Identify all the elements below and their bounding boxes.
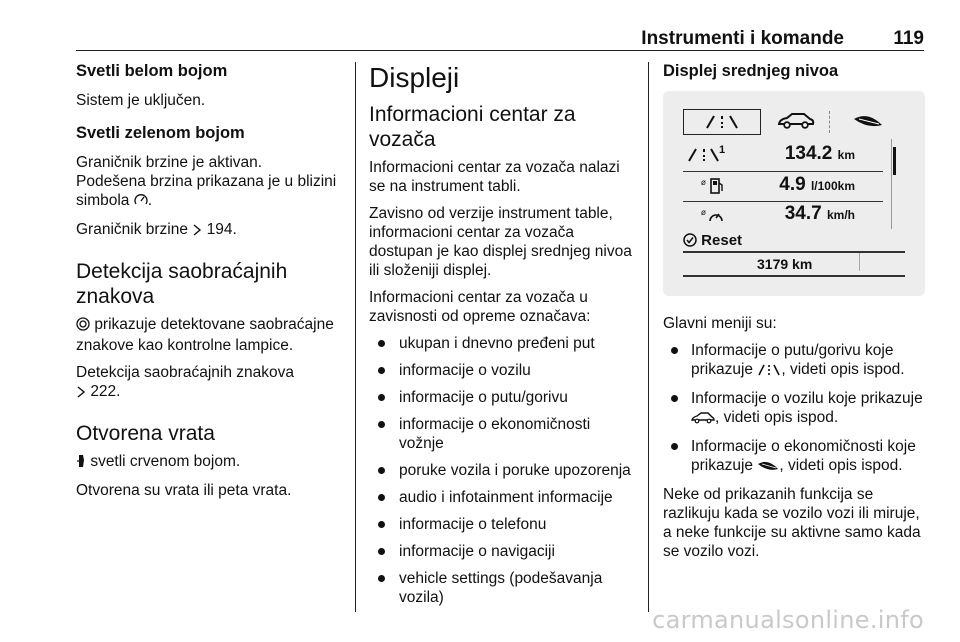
list-item: poruke vozila i poruke upozorenja bbox=[369, 461, 639, 480]
section-heading-white: Svetli belom bojom bbox=[76, 62, 228, 80]
bullet-list bbox=[369, 334, 639, 607]
fuel-consumption-unit: l/100km bbox=[810, 179, 855, 193]
separator-line bbox=[683, 251, 905, 253]
trip-row bbox=[683, 139, 883, 172]
svg-text:ø: ø bbox=[701, 178, 706, 187]
tab-vehicle bbox=[761, 109, 831, 133]
column-divider-1 bbox=[355, 62, 356, 612]
tab-trip-fuel bbox=[683, 109, 761, 135]
fuel-consumption-value: 4.9 bbox=[779, 174, 806, 195]
paragraph: svetli crvenom bojom. bbox=[76, 452, 346, 473]
trip-index: 1 bbox=[719, 144, 726, 156]
list-item: informacije o ekonomičnosti vožnje bbox=[369, 415, 639, 453]
eco-leaf-icon bbox=[757, 458, 779, 477]
paragraph: Informacioni centar za vozača u zavisnosti od opreme označava: bbox=[369, 289, 591, 325]
list-item: Informacije o vozilu koje prikazuje , videti opis ispod. bbox=[663, 389, 928, 429]
subsection-heading: Informacioni centar za vozača bbox=[369, 103, 576, 151]
section-heading-door-open: Otvorena vrata bbox=[76, 422, 215, 445]
paragraph: Graničnik brzine je aktivan. Podešena brzina prikazana je u blizini simbola . bbox=[76, 153, 346, 212]
fuel-pump-icon bbox=[701, 177, 725, 195]
list-item: informacije o putu/gorivu bbox=[369, 388, 639, 407]
speed-row bbox=[683, 201, 883, 229]
avg-speed-icon bbox=[701, 207, 725, 225]
door-open-icon bbox=[76, 454, 86, 473]
header-title: Instrumenti i komande bbox=[641, 28, 844, 49]
scroll-track bbox=[891, 139, 892, 229]
page-ref-arrow-icon bbox=[76, 384, 86, 403]
trip-fuel-icon bbox=[704, 114, 740, 130]
paragraph: Sistem je uključen. bbox=[76, 92, 206, 109]
page-number: 119 bbox=[893, 28, 924, 49]
trip-distance-unit: km bbox=[837, 148, 855, 162]
list-item: informacije o telefonu bbox=[369, 515, 639, 534]
column-3 bbox=[663, 62, 928, 569]
cross-reference[interactable]: Detekcija saobraćajnih znakova 222. bbox=[76, 363, 346, 403]
section-heading-green: Svetli zelenom bojom bbox=[76, 124, 245, 142]
bullet-list bbox=[663, 341, 928, 477]
paragraph: Otvorena su vrata ili peta vrata. bbox=[76, 482, 292, 499]
list-item: informacije o navigaciji bbox=[369, 542, 639, 561]
check-circle-icon bbox=[683, 233, 697, 247]
chapter-heading: Displeji bbox=[369, 62, 460, 93]
scroll-indicator bbox=[893, 147, 896, 175]
watermark: carmanualsonline.info bbox=[652, 606, 924, 634]
column-1 bbox=[76, 62, 346, 508]
column-2 bbox=[369, 62, 639, 615]
avg-speed-value: 34.7 bbox=[784, 203, 822, 224]
page-ref-arrow-icon bbox=[192, 222, 202, 241]
section-heading-midlevel: Displej srednjeg nivoa bbox=[663, 62, 839, 80]
page-header bbox=[76, 28, 924, 51]
list-item: Informacije o putu/gorivu koje prikazuje , videti opis ispod. bbox=[663, 341, 928, 381]
odometer-separator bbox=[859, 253, 860, 271]
list-item: Informacije o ekonomičnosti koje prikazuje , videti opis ispod. bbox=[663, 437, 928, 477]
paragraph: Neke od prikazanih funkcija se razlikuju kada se vozilo vozi ili miruje, a neke funkcije su aktivne samo kada se vozilo vozi. bbox=[663, 486, 921, 560]
paragraph: Zavisno od verzije instrument table, informacioni centar za vozača dostupan je kao displej srednjeg nivoa ili složeniji displej. bbox=[369, 205, 632, 279]
display-illustration bbox=[663, 91, 925, 296]
paragraph: prikazuje detektovane saobraćajne znakove kao kontrolne lampice. bbox=[76, 316, 334, 354]
list-item: informacije o vozilu bbox=[369, 361, 639, 380]
speed-limiter-icon bbox=[134, 193, 148, 212]
list-item: audio i infotainment informacije bbox=[369, 488, 639, 507]
trip-fuel-icon bbox=[757, 362, 781, 381]
traffic-sign-icon bbox=[76, 317, 90, 336]
odometer-value: 3179 km bbox=[757, 256, 813, 272]
list-item: vehicle settings (podešavanja vozila) bbox=[369, 569, 639, 607]
svg-text:ø: ø bbox=[701, 208, 706, 217]
tab-eco bbox=[833, 109, 903, 133]
list-item: ukupan i dnevno pređeni put bbox=[369, 334, 639, 353]
trip-distance-value: 134.2 bbox=[784, 143, 833, 164]
reset-item: Reset bbox=[683, 231, 742, 250]
cross-reference[interactable]: Graničnik brzine 194. bbox=[76, 220, 346, 241]
fuel-row bbox=[683, 171, 883, 202]
car-icon bbox=[776, 112, 816, 130]
avg-speed-unit: km/h bbox=[826, 208, 855, 222]
separator-line bbox=[683, 275, 905, 277]
section-heading-traffic-signs: Detekcija saobraćajnih znakova bbox=[76, 260, 288, 308]
column-divider-2 bbox=[648, 62, 649, 612]
car-icon bbox=[691, 410, 715, 429]
eco-leaf-icon bbox=[851, 113, 885, 129]
paragraph: Glavni meniji su: bbox=[663, 315, 777, 332]
paragraph: Informacioni centar za vozača nalazi se na instrument tabli. bbox=[369, 159, 620, 195]
